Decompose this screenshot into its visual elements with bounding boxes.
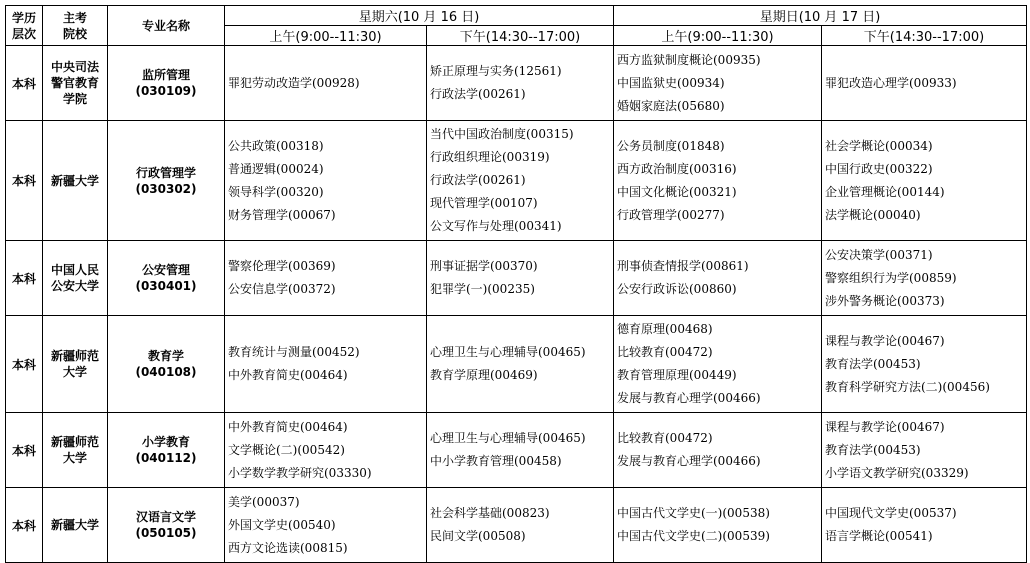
course-item: 公安行政诉讼(00860) [617,282,737,296]
course-cell-sat-pm [427,316,614,413]
institution-cell [43,241,108,316]
course-item: 德育原理(00468) [617,322,713,336]
course-cell-sat-am [225,316,427,413]
institution-line: 新疆师范 [50,435,99,449]
course-cell-sun-am [614,316,822,413]
course-item: 中国文化概论(00321) [617,184,737,199]
table-row [6,121,1027,241]
header-institution [43,6,108,46]
course-item: 西方文论选读(00815) [228,540,348,555]
course-item: 矫正原理与实务(12561) [430,64,562,78]
course-item: 美学(00037) [228,494,300,509]
course-item: 领导科学(00320) [228,184,324,199]
level-cell: 本科 [6,316,43,413]
course-item: 法学概论(00040) [825,207,921,222]
table-body [6,46,1027,563]
course-item: 教育法学(00453) [825,356,921,371]
course-cell-sat-pm [427,413,614,488]
course-cell-sun-am [614,488,822,563]
course-cell-sun-pm [822,316,1027,413]
course-item: 中国古代文学史(一)(00538) [617,506,770,520]
institution-cell [43,316,108,413]
major-cell [108,121,225,241]
header-slot-sat-am: 上午(9:00--11:30) [225,26,427,46]
course-cell-sat-am [225,121,427,241]
institution-line: 新疆大学 [50,173,99,188]
course-item: 普通逻辑(00024) [228,161,324,176]
header-slot-sat-pm: 下午(14:30--17:00) [427,26,614,46]
institution-cell [43,488,108,563]
header-slot-sun-pm: 下午(14:30--17:00) [822,26,1027,46]
major-code: (030302) [135,181,197,196]
major-cell [108,488,225,563]
course-cell-sat-pm [427,121,614,241]
header-institution-line2: 院校 [62,26,87,41]
course-cell-sun-pm [822,46,1027,121]
major-name: 教育学 [147,349,184,363]
course-cell-sun-pm [822,488,1027,563]
course-cell-sat-pm [427,488,614,563]
course-item: 小学语文教学研究(03329) [825,465,969,480]
course-item: 公务员制度(01848) [617,138,725,153]
course-item: 现代管理学(00107) [430,196,538,210]
course-item: 小学数学教学研究(03330) [228,465,372,480]
course-item: 警察组织行为学(00859) [825,270,957,285]
major-cell [108,241,225,316]
course-item: 教育法学(00453) [825,442,921,457]
course-item: 警察伦理学(00369) [228,259,336,273]
course-item: 发展与教育心理学(00466) [617,454,761,468]
course-item: 中小学教育管理(00458) [430,454,562,468]
institution-line: 新疆师范 [50,349,99,363]
course-item: 中外教育简史(00464) [228,419,348,434]
exam-schedule-table [5,5,1027,563]
course-item: 教育科学研究方法(二)(00456) [825,379,990,394]
course-cell-sun-am [614,46,822,121]
table-row [6,241,1027,316]
course-item: 罪犯劳动改造学(00928) [228,75,360,90]
course-item: 犯罪学(一)(00235) [430,282,535,296]
header-level-line2: 层次 [11,26,36,41]
course-item: 中国现代文学史(00537) [825,506,957,520]
table-row [6,488,1027,563]
course-item: 心理卫生与心理辅导(00465) [430,431,586,445]
course-cell-sat-pm [427,241,614,316]
major-cell [108,316,225,413]
course-item: 中国监狱史(00934) [617,75,725,90]
table-row [6,46,1027,121]
course-cell-sat-pm [427,46,614,121]
level-cell: 本科 [6,121,43,241]
major-code: (030109) [135,84,197,98]
major-code: (040108) [135,365,197,379]
header-major: 专业名称 [108,6,225,46]
course-cell-sun-am [614,413,822,488]
course-item: 教育管理原理(00449) [617,368,737,382]
course-item: 心理卫生与心理辅导(00465) [430,345,586,359]
major-code: (050105) [135,526,197,540]
header-day-saturday: 星期六(10 月 16 日) [225,6,614,26]
major-code: (030401) [135,279,197,293]
course-item: 当代中国政治制度(00315) [430,127,574,141]
course-item: 公安决策学(00371) [825,247,933,262]
institution-line: 中国人民 [50,263,99,277]
course-item: 财务管理学(00067) [228,207,336,222]
course-cell-sat-am [225,46,427,121]
course-item: 民间文学(00508) [430,529,526,543]
course-item: 刑事证据学(00370) [430,259,538,273]
course-item: 行政组织理论(00319) [430,150,550,164]
header-institution-line1: 主考 [62,10,87,25]
course-cell-sat-am [225,488,427,563]
institution-line: 警官教育 [50,76,99,90]
course-cell-sun-am [614,121,822,241]
course-item: 社会科学基础(00823) [430,506,550,520]
institution-line: 中央司法 [50,60,99,74]
major-cell [108,413,225,488]
major-name: 汉语言文学 [135,510,196,524]
major-cell [108,46,225,121]
level-cell: 本科 [6,46,43,121]
course-cell-sun-pm [822,241,1027,316]
course-item: 中外教育简史(00464) [228,368,348,382]
course-item: 西方政治制度(00316) [617,161,737,176]
level-cell: 本科 [6,413,43,488]
major-name: 监所管理 [141,68,190,82]
course-item: 公共政策(00318) [228,138,324,153]
course-item: 教育学原理(00469) [430,368,538,382]
table-row [6,413,1027,488]
course-item: 文学概论(二)(00542) [228,442,345,457]
institution-line: 公安大学 [50,279,99,293]
course-item: 刑事侦查情报学(00861) [617,259,749,273]
header-level-line1: 学历 [11,10,36,25]
course-item: 涉外警务概论(00373) [825,293,945,308]
course-item: 发展与教育心理学(00466) [617,391,761,405]
level-cell: 本科 [6,241,43,316]
course-item: 比较教育(00472) [617,431,713,445]
course-item: 教育统计与测量(00452) [228,345,360,359]
course-cell-sun-pm [822,413,1027,488]
table-row [6,316,1027,413]
table-header [6,6,1027,46]
course-cell-sat-am [225,241,427,316]
level-cell: 本科 [6,488,43,563]
course-item: 课程与教学论(00467) [825,419,945,434]
course-item: 行政管理学(00277) [617,207,725,222]
course-item: 企业管理概论(00144) [825,184,945,199]
major-name: 公安管理 [141,263,190,277]
course-item: 公安信息学(00372) [228,282,336,296]
course-item: 婚姻家庭法(05680) [617,98,725,113]
course-item: 比较教育(00472) [617,345,713,359]
course-item: 课程与教学论(00467) [825,333,945,348]
course-item: 西方监狱制度概论(00935) [617,52,761,67]
course-cell-sat-am [225,413,427,488]
course-item: 外国文学史(00540) [228,517,336,532]
institution-line: 新疆大学 [50,518,99,532]
course-item: 中国行政史(00322) [825,161,933,176]
course-item: 罪犯改造心理学(00933) [825,75,957,90]
course-cell-sun-am [614,241,822,316]
major-name: 行政管理学 [135,165,196,180]
course-item: 行政法学(00261) [430,87,526,101]
course-item: 公文写作与处理(00341) [430,219,562,233]
header-level [6,6,43,46]
course-item: 中国古代文学史(二)(00539) [617,529,770,543]
institution-cell [43,121,108,241]
institution-line: 大学 [62,451,87,465]
course-item: 社会学概论(00034) [825,138,933,153]
major-name: 小学教育 [141,435,190,449]
major-code: (040112) [135,451,197,465]
institution-line: 学院 [62,92,87,106]
header-day-sunday: 星期日(10 月 17 日) [614,6,1027,26]
course-item: 语言学概论(00541) [825,529,933,543]
institution-cell [43,46,108,121]
institution-cell [43,413,108,488]
course-item: 行政法学(00261) [430,173,526,187]
institution-line: 大学 [62,365,87,379]
course-cell-sun-pm [822,121,1027,241]
header-slot-sun-am: 上午(9:00--11:30) [614,26,822,46]
